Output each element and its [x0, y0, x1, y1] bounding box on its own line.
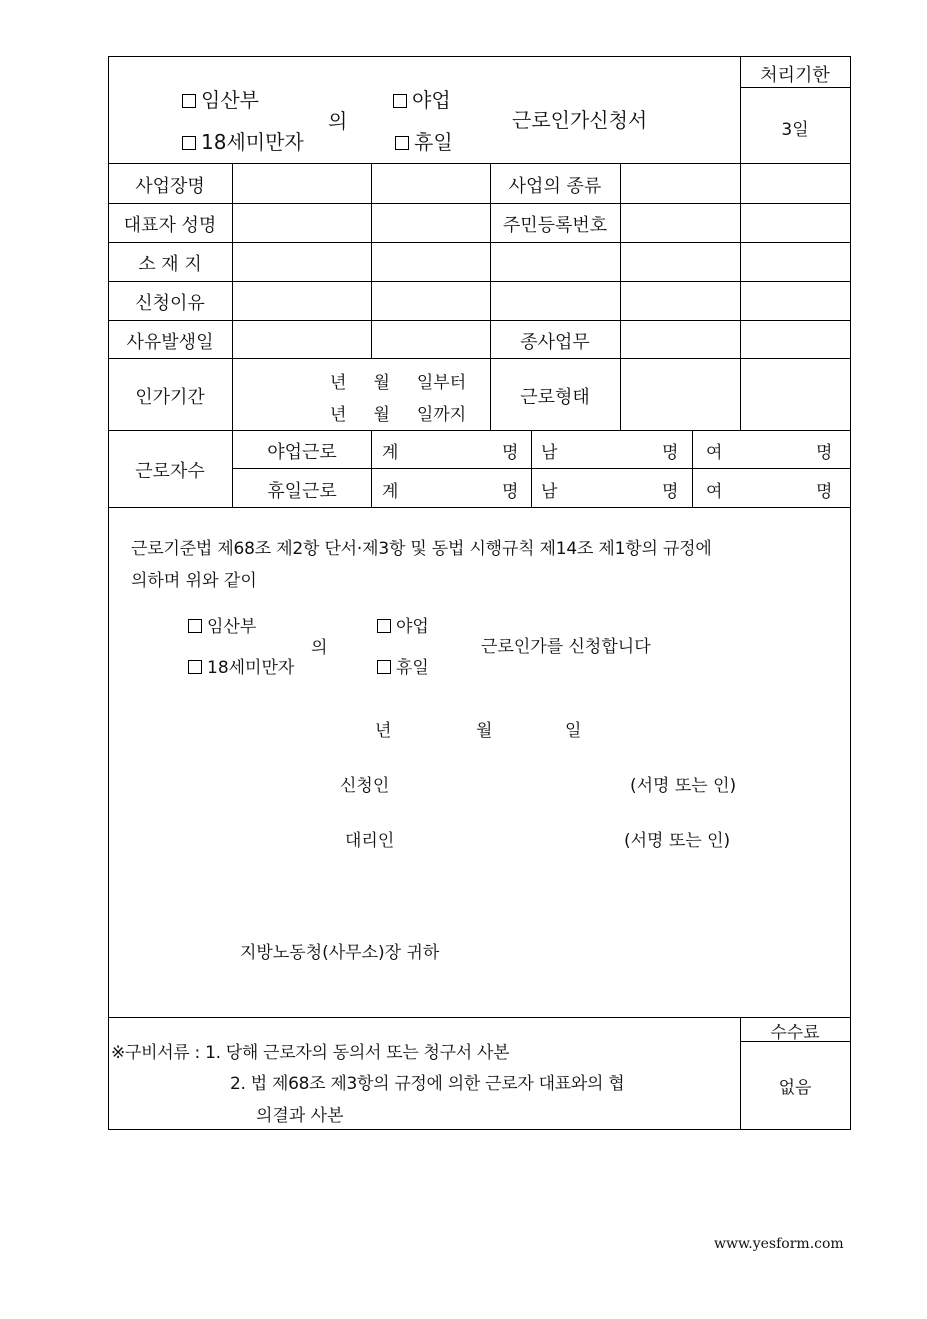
checkbox-icon[interactable] — [182, 136, 196, 150]
checkbox-icon[interactable] — [182, 94, 196, 108]
body-option-pregnant[interactable]: 임산부 — [188, 612, 256, 637]
recipient: 지방노동청(사무소)장 귀하 — [240, 943, 440, 963]
option-holiday-work[interactable]: 휴일 — [395, 126, 453, 155]
checkbox-icon[interactable] — [188, 619, 202, 633]
label-business-type: 사업의 종류 — [508, 176, 602, 197]
required-docs: ※구비서류 : 1. 당해 근로자의 동의서 또는 청구서 사본 — [111, 1043, 510, 1063]
option-pregnant[interactable]: 임산부 — [182, 84, 259, 113]
label-reason: 신청이유 — [135, 293, 205, 314]
checkbox-icon[interactable] — [377, 660, 391, 674]
checkbox-icon[interactable] — [395, 136, 409, 150]
night-female-unit: 명 — [816, 443, 833, 463]
night-total-unit: 명 — [502, 443, 519, 463]
period-to[interactable]: 년 월 일까지 — [330, 405, 467, 425]
worker-type-night: 야업근로 — [267, 442, 337, 463]
night-male-prefix: 남 — [541, 443, 558, 463]
night-male-unit: 명 — [662, 443, 679, 463]
night-female-prefix: 여 — [706, 443, 723, 463]
date-day[interactable]: 일 — [565, 721, 582, 741]
date-month[interactable]: 월 — [476, 721, 493, 741]
option-minor[interactable]: 18세미만자 — [182, 126, 304, 155]
holiday-female-unit: 명 — [816, 482, 833, 502]
body-option-minor[interactable]: 18세미만자 — [188, 653, 294, 678]
worker-type-holiday: 휴일근로 — [267, 481, 337, 502]
checkbox-icon[interactable] — [393, 94, 407, 108]
body-option-holiday-work[interactable]: 휴일 — [377, 653, 429, 678]
body-connector: 의 — [311, 638, 328, 658]
header-connector: 의 — [328, 109, 348, 133]
label-occurrence-date: 사유발생일 — [126, 332, 214, 353]
required-doc-2-line-2: 의결과 사본 — [256, 1106, 344, 1126]
statement-line-2: 의하며 위와 같이 — [131, 571, 257, 591]
holiday-male-prefix: 남 — [541, 482, 558, 502]
agent-label: 대리인 — [345, 831, 395, 851]
fee-label: 수수료 — [770, 1023, 820, 1043]
deadline-value: 3일 — [781, 120, 809, 140]
label-rep-name: 대표자 성명 — [123, 215, 217, 236]
watermark-url: www.yesform.com — [714, 1236, 844, 1252]
label-worker-count: 근로자수 — [135, 461, 205, 482]
statement-line-1: 근로기준법 제68조 제2항 단서·제3항 및 동법 시행규칙 제14조 제1항의 규정에 — [131, 539, 712, 559]
label-location: 소 재 지 — [138, 254, 202, 275]
label-job-duty: 종사업무 — [520, 332, 590, 353]
request-text: 근로인가를 신청합니다 — [481, 637, 651, 657]
fee-value: 없음 — [778, 1078, 812, 1098]
label-approval-period: 인가기간 — [135, 387, 205, 408]
date-year[interactable]: 년 — [375, 721, 392, 741]
applicant-sign-hint[interactable]: (서명 또는 인) — [630, 776, 737, 796]
agent-sign-hint[interactable]: (서명 또는 인) — [624, 831, 731, 851]
applicant-label: 신청인 — [340, 776, 390, 796]
deadline-label: 처리기한 — [760, 65, 830, 86]
period-from[interactable]: 년 월 일부터 — [330, 373, 467, 393]
required-doc-2-line-1: 2. 법 제68조 제3항의 규정에 의한 근로자 대표와의 협 — [230, 1074, 625, 1094]
label-resident-no: 주민등록번호 — [502, 215, 608, 236]
holiday-total-prefix: 계 — [382, 482, 399, 502]
holiday-male-unit: 명 — [662, 482, 679, 502]
label-business-name: 사업장명 — [135, 176, 205, 197]
holiday-total-unit: 명 — [502, 482, 519, 502]
option-night-work[interactable]: 야업 — [393, 84, 451, 113]
holiday-female-prefix: 여 — [706, 482, 723, 502]
form-title: 근로인가신청서 — [512, 108, 648, 132]
body-option-night-work[interactable]: 야업 — [377, 612, 429, 637]
label-work-form: 근로형태 — [520, 387, 590, 408]
checkbox-icon[interactable] — [377, 619, 391, 633]
checkbox-icon[interactable] — [188, 660, 202, 674]
night-total-prefix: 계 — [382, 443, 399, 463]
